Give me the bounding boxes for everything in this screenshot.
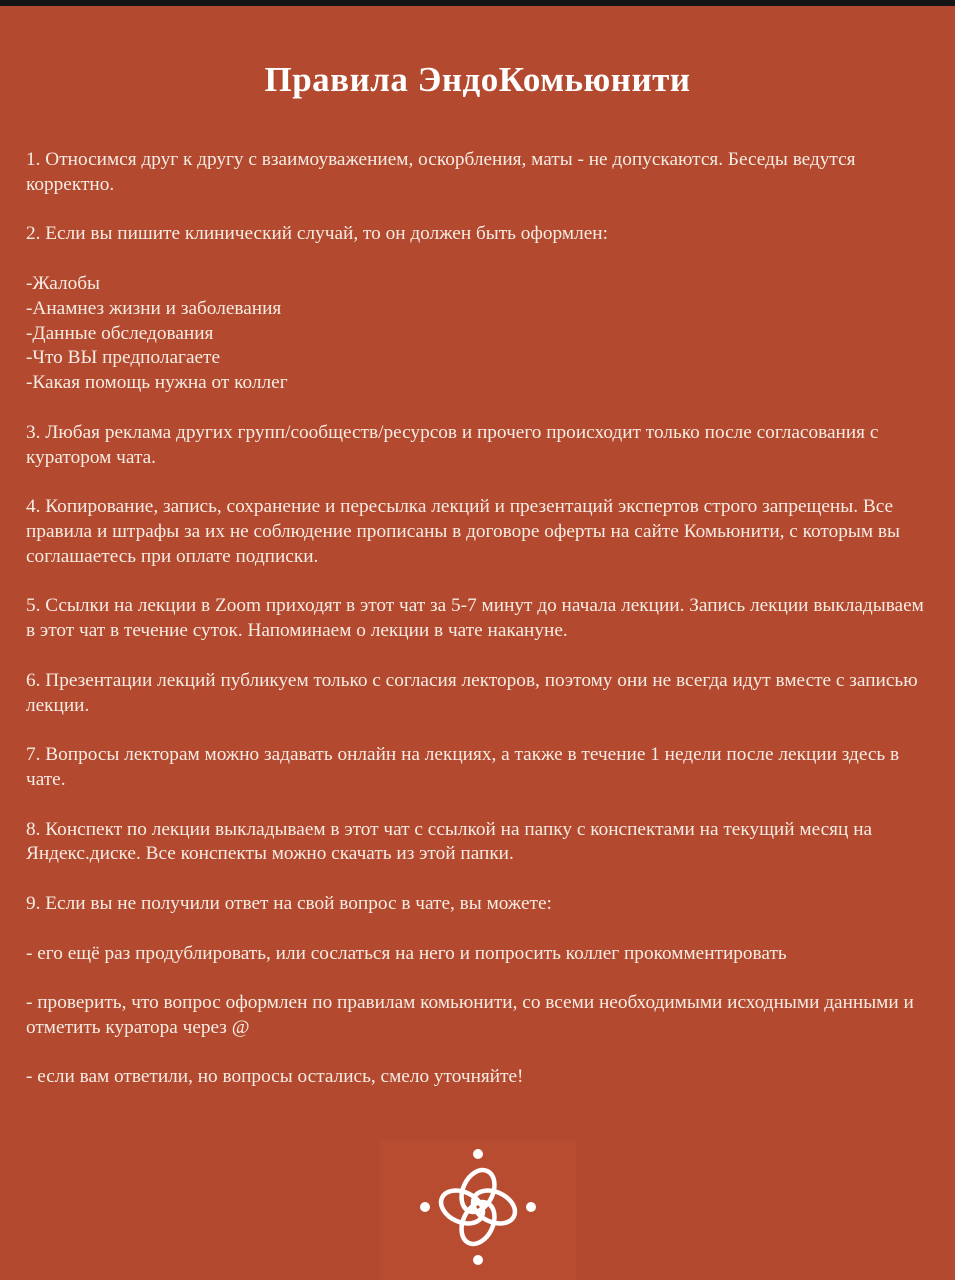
rule-9-option-b: - проверить, что вопрос оформлен по правилам комьюнити, со всеми необходимыми исходными данными и отметить куратора через @: [26, 992, 914, 1038]
top-bar: [0, 0, 955, 6]
list-item: -Что ВЫ предполагаете: [26, 347, 221, 369]
rule-5: 5. Ссылки на лекции в Zoom приходят в этот чат за 5-7 минут до начала лекции. Запись лекции выкладываем в этот чат в течение суток. Напоминаем о лекции в чате накануне.: [26, 595, 924, 642]
rule-4: 4. Копирование, запись, сохранение и пересылка лекций и презентаций экспертов строго запрещены. Все правила и штрафы за их не соблюдение прописаны в договоре оферты на сайте Комьюнити, с которым вы соглашаетесь при оплате подписки.: [26, 496, 900, 567]
case-format-list: [26, 272, 931, 396]
rule-3: 3. Любая реклама других групп/сообществ/ресурсов и прочего происходит только после согласования с куратором чата.: [26, 421, 879, 468]
page-title: Правила ЭндоКомьюнити: [264, 60, 691, 99]
rules-content: [26, 148, 931, 1115]
list-item: -Какая помощь нужна от коллег: [26, 372, 288, 394]
rule-7: 7. Вопросы лекторам можно задавать онлайн на лекциях, а также в течение 1 недели после лекции здесь в чате.: [26, 744, 900, 790]
rule-2: 2. Если вы пишите клинический случай, то он должен быть оформлен:: [26, 223, 608, 245]
list-item: -Жалобы: [26, 272, 100, 294]
list-item: -Анамнез жизни и заболевания: [26, 297, 282, 319]
rule-9-option-c: - если вам ответили, но вопросы остались, смело уточняйте!: [26, 1066, 524, 1088]
endo-community-knot-icon: [417, 1146, 539, 1268]
rule-1: 1. Относимся друг к другу с взаимоуважением, оскорбления, маты - не допускаются. Беседы ведутся корректно.: [26, 149, 856, 195]
rule-9: 9. Если вы не получили ответ на свой вопрос в чате, вы можете:: [26, 892, 552, 914]
rule-8: 8. Конспект по лекции выкладываем в этот чат с ссылкой на папку с конспектами на текущий месяц на Яндекс.диске. Все конспекты можно скачать из этой папки.: [26, 818, 873, 865]
list-item: -Данные обследования: [26, 322, 214, 344]
rule-6: 6. Презентации лекций публикуем только с согласия лекторов, поэтому они не всегда идут вместе с записью лекции.: [26, 669, 918, 716]
rule-9-option-a: - его ещё раз продублировать, или сослаться на него и попросить коллег прокомментировать: [26, 942, 787, 964]
